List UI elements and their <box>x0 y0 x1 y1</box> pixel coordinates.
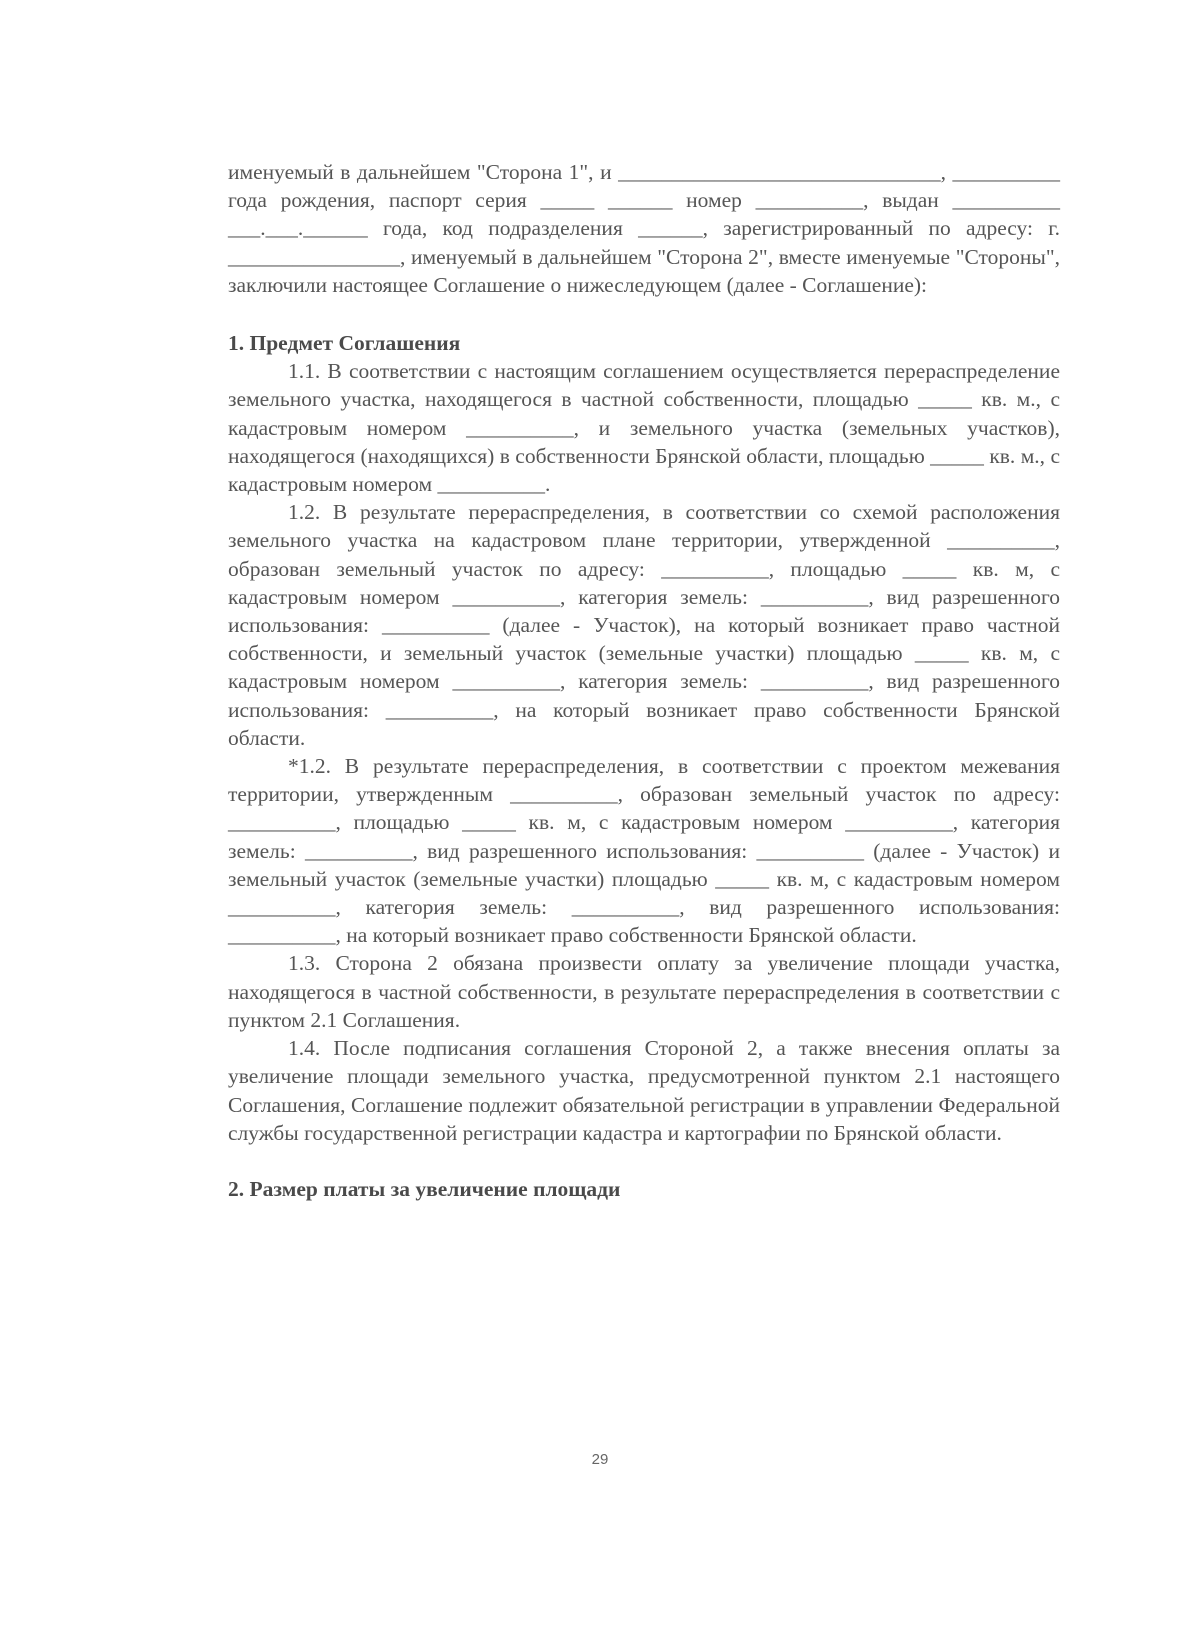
clause-1-3: 1.3. Сторона 2 обязана произвести оплату за увеличение площади участка, находящегося в частной собственности, в результате перераспределения в соответствии с пунктом 2.1 Соглашения. <box>228 951 1060 1032</box>
intro-paragraph: именуемый в дальнейшем "Сторона 1", и ______________________________, __________ года рождения, паспорт серия _____ ______ номер __________, выдан __________ ___.___.______ года, код подразделения ______, зарегистрированный по адресу: г. ________________, именуемый в дальнейшем "Сторона 2", вместе именуемые "Стороны", заключили настоящее Соглашение о нижеследующем (далее - Соглашение): <box>228 160 1060 297</box>
clause-1-2-alternative: *1.2. В результате перераспределения, в соответствии с проектом межевания территории, утвержденным __________, образован земельный участок по адресу: __________, площадью _____ кв. м, с кадастровым номером __________, категория земель: __________, вид разрешенного использования: __________ (далее - Участок) и земельный участок (земельные участки) площадью _____ кв. м, с кадастровым номером __________, категория земель: __________, вид разрешенного использования: __________, на который возникает право собственности Брянской области. <box>228 754 1060 948</box>
page-number: 29 <box>591 1451 609 1468</box>
clause-1-2: 1.2. В результате перераспределения, в соответствии со схемой расположения земельного участка на кадастровом плане территории, утвержденной __________, образован земельный участок по адресу: __________, площадью _____ кв. м, с кадастровым номером __________, категория земель: __________, вид разрешенного использования: __________ (далее - Участок), на который возникает право частной собственности, и земельный участок (земельные участки) площадью _____ кв. м, с кадастровым номером __________, категория земель: __________, вид разрешенного использования: __________, на который возникает право собственности Брянской области. <box>228 500 1060 750</box>
clause-1-1: 1.1. В соответствии с настоящим соглашением осуществляется перераспределение земельного участка, находящегося в частной собственности, площадью _____ кв. м., с кадастровым номером __________, и земельного участка (земельных участков), находящегося (находящихся) в собственности Брянской области, площадью _____ кв. м., с кадастровым номером __________. <box>228 359 1060 497</box>
document-body <box>228 158 1060 1203</box>
section-1-title: 1. Предмет Соглашения <box>228 331 461 356</box>
clause-1-4: 1.4. После подписания соглашения Стороной 2, а также внесения оплаты за увеличение площади земельного участка, предусмотренной пунктом 2.1 настоящего Соглашения, Соглашение подлежит обязательной регистрации в управлении Федеральной службы государственной регистрации кадастра и картографии по Брянской области. <box>228 1036 1060 1145</box>
section-2-title: 2. Размер платы за увеличение площади <box>228 1176 621 1201</box>
